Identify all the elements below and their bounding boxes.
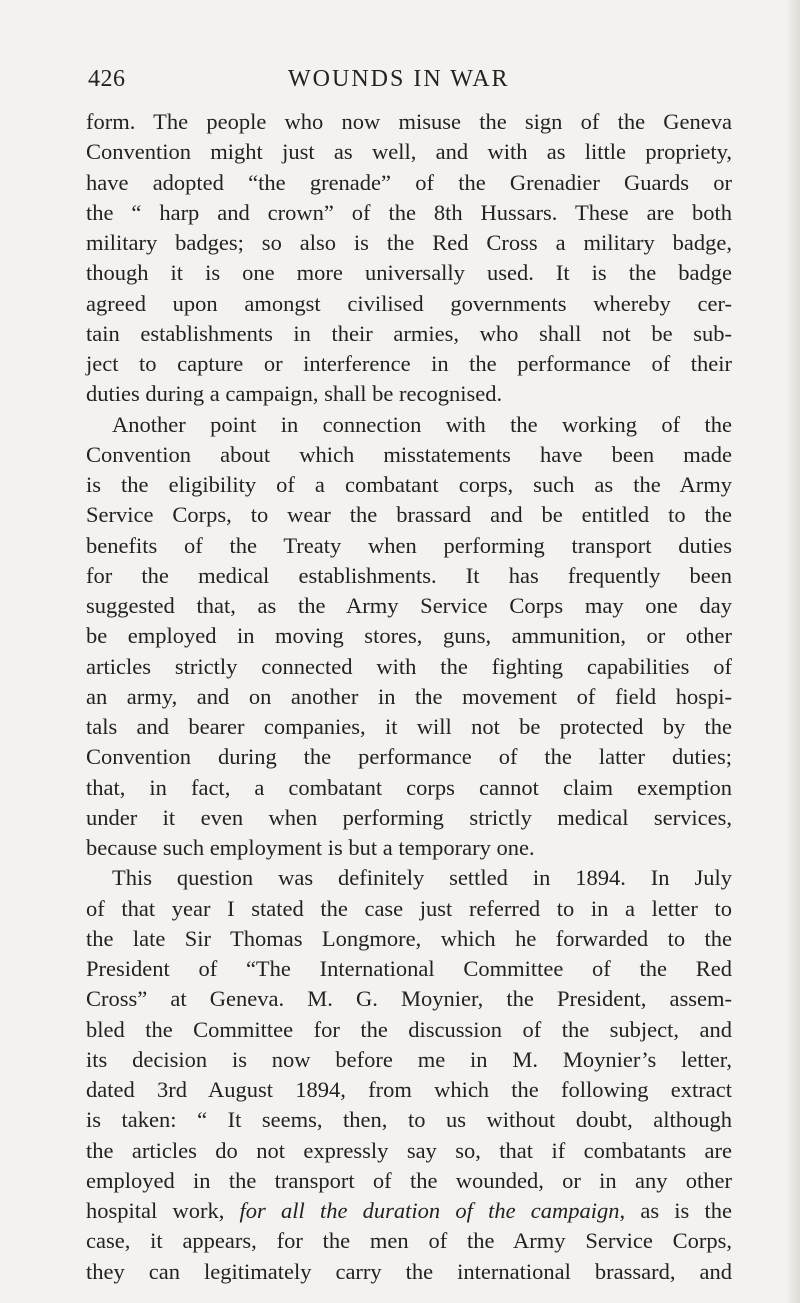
text-line: duties during a campaign, shall be recognised. — [86, 381, 503, 407]
italic-phrase: for all the duration of the campaign — [239, 1198, 620, 1223]
text-line: for the medical establishments. It has frequently been — [86, 562, 732, 588]
text-line: tain establishments in their armies, who shall not be sub- — [86, 320, 732, 346]
text-line: be employed in moving stores, guns, ammunition, or other — [86, 623, 732, 649]
paragraph-start-line: Another point in connection with the working of the — [112, 411, 732, 437]
text-line-with-italic — [86, 1196, 732, 1226]
body-text — [86, 107, 732, 1287]
text-line: ject to capture or interference in the performance of their — [86, 351, 732, 376]
line-text-before-italic: hospital work, — [86, 1198, 240, 1223]
text-line: President of “The International Committee of the Red — [86, 956, 732, 981]
text-line: that, in fact, a combatant corps cannot claim exemption — [86, 774, 732, 800]
text-line: the articles do not expressly say so, that if combatants are — [86, 1137, 732, 1163]
text-line: Cross” at Geneva. M. G. Moynier, the President, assem- — [86, 986, 732, 1012]
text-line: Service Corps, to wear the brassard and be entitled to the — [86, 502, 732, 528]
text-line: an army, and on another in the movement of field hospi- — [86, 683, 732, 709]
text-line: because such employment is but a temporary one. — [86, 835, 535, 860]
text-line: of that year I stated the case just referred to in a letter to — [86, 895, 732, 921]
line-text-after-italic: , as is the — [619, 1198, 732, 1223]
text-line: have adopted “the grenade” of the Grenadier Guards or — [86, 169, 732, 195]
text-line: tals and bearer companies, it will not be protected by the — [86, 714, 732, 739]
running-head: WOUNDS IN WAR — [288, 66, 510, 92]
text-line: the “ harp and crown” of the 8th Hussars. These are both — [86, 199, 732, 225]
text-line: case, it appears, for the men of the Army Service Corps, — [86, 1228, 732, 1254]
text-line: agreed upon amongst civilised governments whereby cer- — [86, 290, 732, 316]
text-line: military badges; so also is the Red Cross a military badge, — [86, 230, 732, 255]
text-line: bled the Committee for the discussion of the subject, and — [86, 1016, 732, 1042]
text-line: Convention about which misstatements have been made — [86, 441, 732, 467]
text-line: benefits of the Treaty when performing transport duties — [86, 532, 732, 558]
text-line: they can legitimately carry the international brassard, and — [86, 1258, 732, 1284]
text-line: suggested that, as the Army Service Corps may one day — [86, 593, 732, 618]
text-line: its decision is now before me in M. Moynier’s letter, — [86, 1046, 732, 1072]
text-line: under it even when performing strictly medical services, — [86, 804, 732, 830]
page-header — [88, 64, 728, 98]
text-line: is the eligibility of a combatant corps, such as the Army — [86, 472, 732, 497]
text-line: Convention during the performance of the latter duties; — [86, 744, 732, 770]
text-line: articles strictly connected with the fighting capabilities of — [86, 653, 732, 679]
text-line: though it is one more universally used. It is the badge — [86, 260, 732, 286]
paragraph-start-line: This question was definitely settled in 1894. In July — [112, 865, 732, 891]
text-line: is taken: “ It seems, then, to us without doubt, although — [86, 1107, 732, 1133]
page-edge-shadow — [786, 0, 800, 1303]
page-number: 426 — [88, 66, 126, 92]
text-line: employed in the transport of the wounded, or in any other — [86, 1167, 732, 1193]
text-line: dated 3rd August 1894, from which the following extract — [86, 1077, 732, 1102]
text-line: the late Sir Thomas Longmore, which he forwarded to the — [86, 925, 732, 951]
text-line: Convention might just as well, and with as little propriety, — [86, 139, 732, 165]
text-line: form. The people who now misuse the sign of the Geneva — [86, 109, 732, 134]
